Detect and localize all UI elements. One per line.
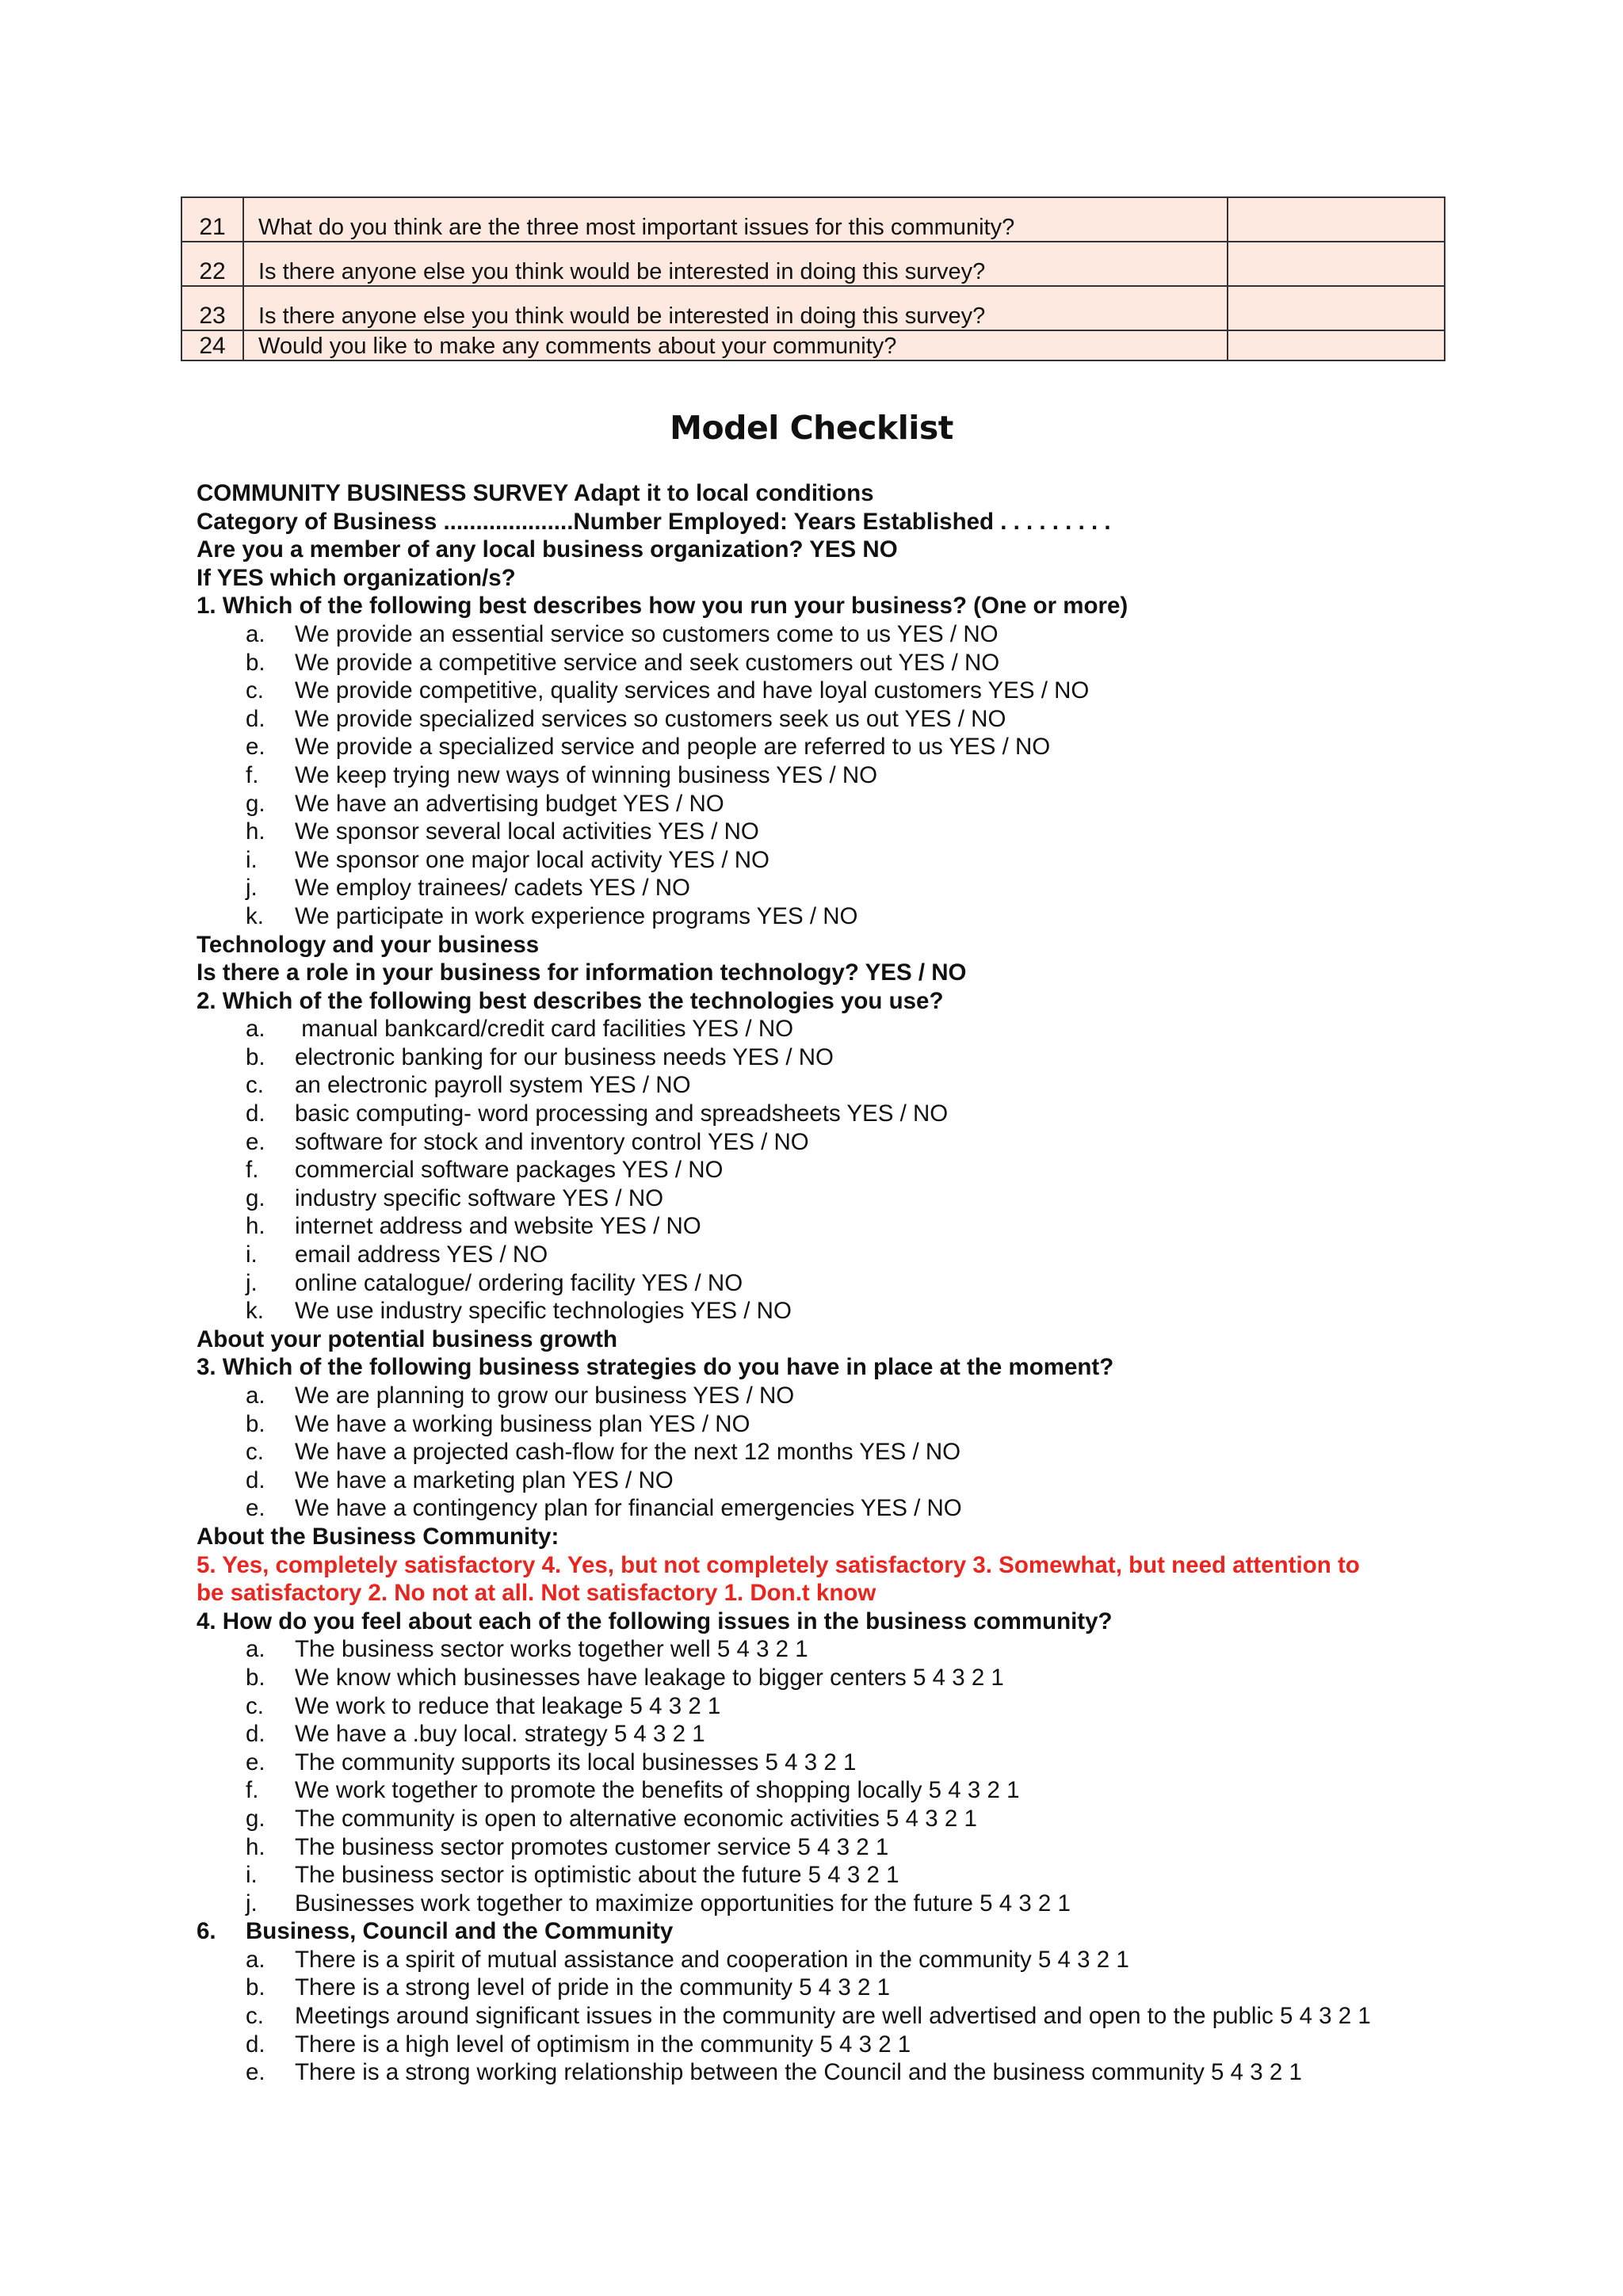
list-item-text: We have a marketing plan YES / NO [295, 1466, 674, 1493]
list-item [197, 1043, 1449, 1072]
list-item-text: We have a projected cash-flow for the next 12 months YES / NO [295, 1439, 961, 1466]
list-item [197, 1438, 1449, 1466]
list-item-text: We sponsor several local activities YES / NO [295, 818, 759, 845]
table-row [181, 286, 1445, 330]
list-marker: i. [246, 1241, 258, 1268]
list-marker: g. [246, 1805, 265, 1832]
page-title: Model Checklist [670, 409, 953, 447]
list-marker: f. [246, 1777, 259, 1804]
list-marker: a. [246, 1946, 265, 1973]
list-item-text: Businesses work together to maximize opportunities for the future 5 4 3 2 1 [295, 1890, 1071, 1917]
question-number: 22 [181, 242, 243, 286]
list-marker: c. [246, 1692, 264, 1719]
list-item-text: We have an advertising budget YES / NO [295, 790, 724, 817]
list-item [197, 1749, 1449, 1777]
table-row [181, 197, 1445, 242]
list-marker: h. [246, 1833, 265, 1860]
list-marker: a. [246, 1016, 265, 1043]
list-item-text: software for stock and inventory control YES / NO [295, 1128, 809, 1155]
list-marker: d. [246, 1721, 265, 1748]
list-marker: j. [246, 1269, 258, 1296]
list-item-text: We have a .buy local. strategy 5 4 3 2 1 [295, 1721, 705, 1748]
list-marker: e. [246, 2059, 265, 2086]
list-item-text: We provide a specialized service and people are referred to us YES / NO [295, 734, 1051, 761]
list-item [197, 1071, 1449, 1100]
list-item [197, 1664, 1449, 1692]
rating-scale-line: 5. Yes, completely satisfactory 4. Yes, but not completely satisfactory 3. Somewhat, but need attention to [197, 1551, 1360, 1578]
list-item-text: The community supports its local businesses 5 4 3 2 1 [295, 1749, 857, 1775]
list-marker: h. [246, 1213, 265, 1240]
table-row [181, 330, 1445, 360]
list-item-text: electronic banking for our business needs YES / NO [295, 1043, 834, 1070]
list-marker: c. [246, 677, 264, 704]
answer-cell[interactable] [1228, 242, 1445, 286]
list-item-text: We have a contingency plan for financial emergencies YES / NO [295, 1495, 962, 1522]
list-marker: c. [246, 1439, 264, 1466]
question-6-heading [197, 1917, 1449, 1946]
section-marker: 6. [197, 1918, 216, 1945]
section-heading-text: Business, Council and the Community [246, 1918, 674, 1945]
list-marker: c. [246, 2003, 264, 2030]
question-number: 24 [181, 330, 243, 360]
list-marker: b. [246, 1043, 265, 1070]
list-marker: d. [246, 1466, 265, 1493]
list-item-text: We keep trying new ways of winning business YES / NO [295, 761, 878, 788]
question-number: 21 [181, 197, 243, 242]
list-item-text: We provide specialized services so customers seek us out YES / NO [295, 705, 1006, 732]
list-marker: e. [246, 1495, 265, 1522]
list-item [197, 1128, 1449, 1157]
list-marker: b. [246, 1974, 265, 2001]
checklist-body [197, 479, 1449, 2087]
list-item-text: We sponsor one major local activity YES / NO [295, 846, 769, 873]
list-item [197, 1466, 1449, 1495]
rating-scale-line: be satisfactory 2. No not at all. Not satisfactory 1. Don.t know [197, 1580, 876, 1607]
list-item-text: The community is open to alternative economic activities 5 4 3 2 1 [295, 1805, 977, 1832]
list-marker: a. [246, 1383, 265, 1409]
question-2-list [197, 1015, 1449, 1325]
list-marker: k. [246, 1298, 264, 1325]
list-item [197, 1776, 1449, 1805]
list-item [197, 1890, 1449, 1918]
question-number: 23 [181, 286, 243, 330]
list-item-text: We work to reduce that leakage 5 4 3 2 1 [295, 1692, 721, 1719]
list-marker: k. [246, 902, 264, 929]
list-marker: g. [246, 1184, 265, 1211]
question-4-heading: 4. How do you feel about each of the following issues in the business community? [197, 1608, 1113, 1634]
list-item [197, 1382, 1449, 1410]
list-item [197, 1212, 1449, 1241]
list-marker: g. [246, 790, 265, 817]
question-text: Is there anyone else you think would be interested in doing this survey? [243, 286, 1228, 330]
question-1-list [197, 620, 1449, 931]
table-row [181, 242, 1445, 286]
question-1-heading: 1. Which of the following best describes how you run your business? (One or more) [197, 593, 1128, 620]
question-3-heading: 3. Which of the following business strategies do you have in place at the moment? [197, 1354, 1114, 1381]
membership-question: Are you a member of any local business organization? YES NO [197, 536, 898, 563]
list-item [197, 902, 1449, 931]
list-item [197, 1156, 1449, 1184]
list-item [197, 1100, 1449, 1128]
list-item-text: an electronic payroll system YES / NO [295, 1072, 691, 1099]
list-item [197, 818, 1449, 846]
list-item-text: We employ trainees/ cadets YES / NO [295, 875, 690, 902]
list-item-text: There is a strong working relationship between the Council and the business community 5 4 3 2 1 [295, 2059, 1302, 2086]
list-item [197, 705, 1449, 734]
question-text: Is there anyone else you think would be interested in doing this survey? [243, 242, 1228, 286]
list-item [197, 733, 1449, 761]
list-item [197, 677, 1449, 705]
survey-heading: COMMUNITY BUSINESS SURVEY Adapt it to local conditions [197, 480, 874, 506]
list-marker: e. [246, 1128, 265, 1155]
list-item [197, 1184, 1449, 1213]
list-item-text: We participate in work experience programs YES / NO [295, 902, 858, 929]
list-item [197, 1805, 1449, 1833]
list-marker: a. [246, 620, 265, 647]
list-marker: f. [246, 761, 259, 788]
list-marker: d. [246, 2031, 265, 2058]
questions-table [181, 196, 1445, 361]
list-item-text: internet address and website YES / NO [295, 1213, 701, 1240]
list-marker: c. [246, 1072, 264, 1099]
question-text: Would you like to make any comments about your community? [243, 330, 1228, 360]
list-marker: b. [246, 1410, 265, 1437]
list-item [197, 1974, 1449, 2002]
list-item-text: We have a working business plan YES / NO [295, 1410, 750, 1437]
list-item [197, 1635, 1449, 1664]
list-item [197, 649, 1449, 677]
list-item-text: email address YES / NO [295, 1241, 548, 1268]
list-item-text: industry specific software YES / NO [295, 1184, 664, 1211]
technology-heading: Technology and your business [197, 931, 540, 958]
list-item-text: We use industry specific technologies YES / NO [295, 1298, 792, 1325]
list-item [197, 1946, 1449, 1974]
list-marker: j. [246, 1890, 258, 1917]
list-item-text: commercial software packages YES / NO [295, 1157, 724, 1184]
list-item [197, 1861, 1449, 1890]
technology-question: Is there a role in your business for information technology? YES / NO [197, 959, 967, 986]
list-marker: h. [246, 818, 265, 845]
list-marker: i. [246, 1862, 258, 1889]
list-marker: d. [246, 1100, 265, 1127]
answer-cell[interactable] [1228, 286, 1445, 330]
list-marker: f. [246, 1157, 259, 1184]
list-item-text: There is a high level of optimism in the community 5 4 3 2 1 [295, 2031, 911, 2058]
list-item [197, 620, 1449, 649]
list-item [197, 1015, 1449, 1043]
list-item-text: We provide an essential service so customers come to us YES / NO [295, 620, 999, 647]
list-item-text: manual bankcard/credit card facilities YES / NO [295, 1016, 794, 1043]
list-item [197, 1494, 1449, 1523]
list-item-text: There is a spirit of mutual assistance and cooperation in the community 5 4 3 2 1 [295, 1946, 1129, 1973]
list-item-text: We provide a competitive service and seek customers out YES / NO [295, 649, 1000, 676]
list-item [197, 1833, 1449, 1862]
list-item-text: online catalogue/ ordering facility YES / NO [295, 1269, 743, 1296]
category-line: Category of Business ....................Number Employed: Years Established . . . . . . . . . [197, 508, 1111, 535]
answer-cell[interactable] [1228, 197, 1445, 242]
answer-cell[interactable] [1228, 330, 1445, 360]
question-2-heading: 2. Which of the following best describes the technologies you use? [197, 987, 944, 1014]
organization-question: If YES which organization/s? [197, 564, 516, 591]
list-marker: e. [246, 734, 265, 761]
list-item [197, 846, 1449, 875]
list-item-text: The business sector promotes customer service 5 4 3 2 1 [295, 1833, 889, 1860]
list-item-text: We work together to promote the benefits of shopping locally 5 4 3 2 1 [295, 1777, 1020, 1804]
list-item [197, 874, 1449, 902]
question-6-list [197, 1946, 1449, 2087]
list-marker: b. [246, 649, 265, 676]
list-item-text: We provide competitive, quality services and have loyal customers YES / NO [295, 677, 1090, 704]
question-3-list [197, 1382, 1449, 1523]
list-marker: d. [246, 705, 265, 732]
list-item-text: We are planning to grow our business YES / NO [295, 1383, 795, 1409]
list-marker: j. [246, 875, 258, 902]
list-item [197, 2031, 1449, 2059]
list-item [197, 761, 1449, 790]
list-item [197, 1241, 1449, 1269]
list-item [197, 790, 1449, 818]
list-item [197, 1692, 1449, 1721]
list-item [197, 2058, 1449, 2087]
list-item-text: Meetings around significant issues in the community are well advertised and open to the public 5 4 3 2 1 [295, 2003, 1371, 2030]
list-item-text: There is a strong level of pride in the community 5 4 3 2 1 [295, 1974, 890, 2001]
list-marker: e. [246, 1749, 265, 1775]
list-item-text: The business sector is optimistic about the future 5 4 3 2 1 [295, 1862, 899, 1889]
list-item [197, 1269, 1449, 1298]
list-marker: a. [246, 1636, 265, 1663]
question-4-list [197, 1635, 1449, 1917]
list-marker: i. [246, 846, 258, 873]
list-item-text: We know which businesses have leakage to bigger centers 5 4 3 2 1 [295, 1664, 1004, 1691]
list-item [197, 1297, 1449, 1325]
growth-heading: About your potential business growth [197, 1325, 617, 1352]
community-heading: About the Business Community: [197, 1523, 559, 1550]
list-item-text: basic computing- word processing and spreadsheets YES / NO [295, 1100, 949, 1127]
list-item [197, 1410, 1449, 1439]
list-marker: b. [246, 1664, 265, 1691]
question-text: What do you think are the three most important issues for this community? [243, 197, 1228, 242]
list-item-text: The business sector works together well 5 4 3 2 1 [295, 1636, 808, 1663]
list-item [197, 1720, 1449, 1749]
list-item [197, 2002, 1449, 2031]
